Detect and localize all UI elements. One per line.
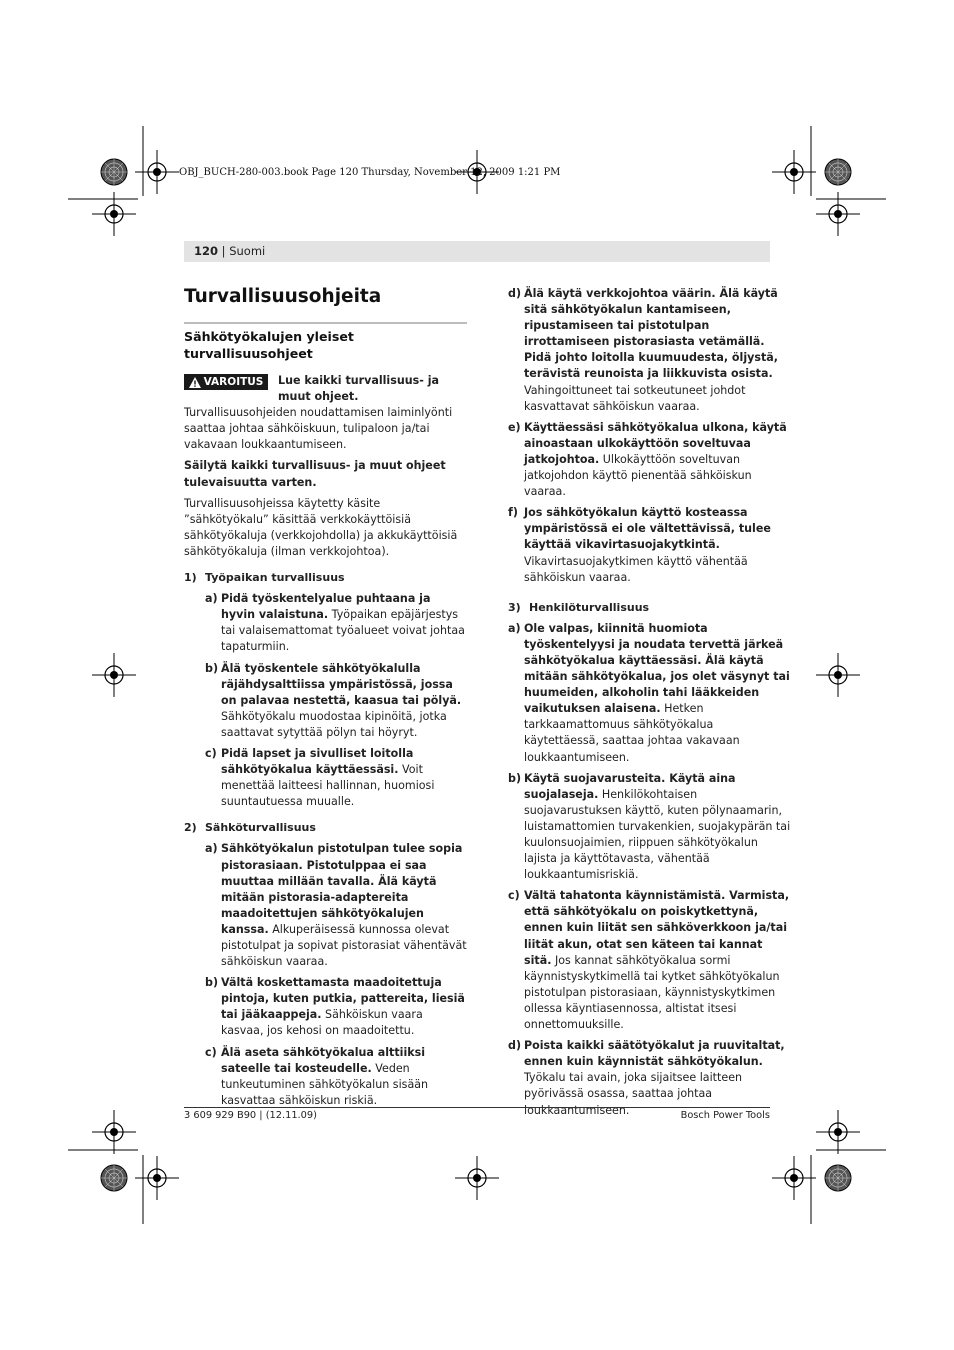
warning-triangle-icon	[189, 377, 201, 388]
print-info: OBJ_BUCH-280-003.book Page 120 Thursday, November 12, 2009 1:21 PM	[179, 167, 561, 178]
item-text: Vältä tahatonta käynnistämistä. Varmista, että sähkötyökalu on poiskytkettynä, ennen kuin liität sen sähköverkkoon ja/tai liität akun, otat sen käteen tai kannat sitä. Jos kannat sähkötyökalua sormi käynnistyskytkimellä tai kytket sähkötyökalun pistotulpan pistorasiaan, käynnistyskytkimen ollessa käyntiasennossa, altistat itsesi onnettomuuksille.	[524, 889, 790, 1032]
footer-doc-number: 3 609 929 B90 | (12.11.09)	[184, 1110, 317, 1121]
footer-brand: Bosch Power Tools	[680, 1110, 770, 1121]
item-text: Pidä työskentelyalue puhtaana ja hyvin valaistuna. Työpaikan epäjärjestys tai valaisemattomat työalueet voivat johtaa tapaturmiin.	[221, 592, 465, 654]
left-sections	[184, 570, 467, 1109]
section-subtitle: Sähkötyökalujen yleiset turvallisuusohjeet	[184, 329, 354, 361]
item-text: Vältä koskettamasta maadoitettuja pintoja, kuten putkia, pattereita, liesiä tai jääkaappeja. Sähköiskun vaara kasvaa, jos kehosi on maadoitettu.	[221, 976, 465, 1038]
header-language: Suomi	[229, 244, 266, 258]
item-text: Ole valpas, kiinnitä huomiota työskentelyysi ja noudata tervettä järkeä sähkötyökalua käyttäessäsi. Älä käytä mitään sähkötyökalua, jos olet väsynyt tai huumeiden, alkoholin tahi lääkkeiden vaikutuksen alaisena. Hetken tarkkaamattomuus sähkötyökalua käytettäessä, saattaa johtaa vakavaan loukkaantumiseen.	[524, 621, 790, 764]
item-text: Älä työskentele sähkötyökalulla räjähdysalttiissa ympäristössä, jossa on palavaa nestettä, kaasua tai pölyä. Sähkötyökalu muodostaa kipinöitä, jotka saattavat sytyttää pölyn tai höyryt.	[221, 661, 462, 739]
page-number: 120	[194, 244, 219, 258]
item-label: d)	[508, 287, 522, 300]
item-text: Poista kaikki säätötyökalut ja ruuvitaltat, ennen kuin käynnistät sähkötyökalun. Työkalu tai avain, joka sijaitsee laitteen pyörivässä osassa, saattaa johtaa loukkaantumiseen.	[524, 1039, 785, 1117]
list-item	[508, 505, 791, 585]
page-header	[184, 241, 770, 262]
item-label: c)	[205, 746, 217, 760]
definition-text: Turvallisuusohjeissa käytetty käsite ”sähkötyökalu” käsittää verkkokäyttöisiä sähkötyökaluja (verkkojohdolla) ja akkukäyttöisiä sähkötyökaluja (ilman verkkojohtoa).	[184, 496, 458, 558]
item-text: Käyttäessäsi sähkötyökalua ulkona, käytä ainoastaan ulkokäyttöön soveltuvaa jatkojohtoa. Ulkokäyttöön soveltuvan jatkojohdon käyttö pienentää sähköiskun vaaraa.	[524, 420, 787, 499]
item-label: a)	[508, 621, 521, 635]
item-label: a)	[205, 592, 218, 606]
list-item	[508, 286, 791, 415]
left-column	[184, 286, 467, 1114]
item-text: Pidä lapset ja sivulliset loitolla sähkötyökalua käyttäessäsi. Voit menettää laitteesi hallinnan, huomiosi suuntautuessa muualle.	[221, 746, 435, 809]
item-label: b)	[508, 771, 522, 785]
item-label: c)	[508, 889, 520, 903]
item-text: Sähkötyökalun pistotulpan tulee sopia pistorasiaan. Pistotulppaa ei saa muuttaa millään tavalla. Älä käytä mitään pistorasia-adaptereita maadoitettujen sähkötyökalujen kanssa. Alkuperäisessä kunnossa olevat pistotulpat ja sopivat pistorasiat vähentävät sähköiskun vaaraa.	[221, 842, 467, 969]
item-label: b)	[205, 976, 219, 990]
item-text: Älä käytä verkkojohtoa väärin. Älä käytä sitä sähkötyökalun kantamiseen, ripustamiseen tai pistotulpan irrottamiseen pistorasiasta vetämällä. Pidä johto loitolla kuumuudesta, öljystä, terävistä reunoista ja liikkuvista osista. Vahingoittuneet tai sotkeutuneet johdot kasvattavat sähköiskun vaaraa.	[524, 287, 778, 413]
item-label: e)	[508, 420, 521, 434]
item-label: d)	[508, 1039, 522, 1053]
warning-badge	[184, 374, 268, 390]
item-label: b)	[205, 661, 219, 675]
list-item	[508, 420, 791, 500]
warning-text: Lue kaikki turvallisuus- ja muut ohjeet. Turvallisuusohjeiden noudattamisen laiminlyönti saattaa johtaa sähköiskuun, tulipaloon ja/tai vakavaan loukkaantumiseen.	[184, 374, 453, 452]
item-text: Käytä suojavarusteita. Käytä aina suojalaseja. Henkilökohtaisen suojavarustuksen käyttö, kuten pölynaamarin, luistamattomien turvakenkien, suojakypärän tai kuulonsuojaimien, riippuen sähkötyökalun lajista ja käyttötavasta, vähentää loukkaantumisriskiä.	[524, 771, 791, 882]
section-heading: 2) Sähköturvallisuus	[184, 821, 316, 835]
list-item	[508, 771, 791, 884]
list-item	[184, 661, 467, 741]
footer-rule	[184, 1107, 770, 1108]
list-item	[184, 746, 467, 810]
list-item	[184, 841, 467, 970]
list-item	[508, 621, 791, 766]
page-title: Turvallisuusohjeita	[184, 286, 382, 307]
item-text: Älä aseta sähkötyökalua alttiiksi sateelle tai kosteudelle. Veden tunkeutuminen sähkötyökalun sisään kasvattaa sähköiskun riskiä.	[221, 1045, 429, 1107]
header-separator: |	[221, 244, 226, 258]
item-text: Jos sähkötyökalun käyttö kosteassa ympäristössä ei ole vältettävissä, tulee käyttää vikavirtasuojakytkintä. Vikavirtasuojakytkimen käyttö vähentää sähköiskun vaaraa.	[524, 506, 771, 584]
right-column	[508, 286, 791, 1124]
right-sections	[508, 286, 791, 1119]
list-item	[508, 888, 791, 1033]
list-item	[184, 591, 467, 655]
warning-badge-label: VAROITUS	[203, 375, 264, 388]
warning-block	[184, 373, 467, 453]
keep-instructions: Säilytä kaikki turvallisuus- ja muut ohjeet tulevaisuutta varten.	[184, 459, 446, 489]
section-heading: 1) Työpaikan turvallisuus	[184, 571, 345, 585]
section-heading: 3) Henkilöturvallisuus	[508, 600, 650, 614]
item-label: a)	[205, 842, 218, 856]
item-label: c)	[205, 1045, 217, 1059]
item-label: f)	[508, 506, 518, 520]
subtitle-rule	[184, 322, 467, 324]
list-item	[184, 975, 467, 1039]
list-item	[184, 1045, 467, 1109]
